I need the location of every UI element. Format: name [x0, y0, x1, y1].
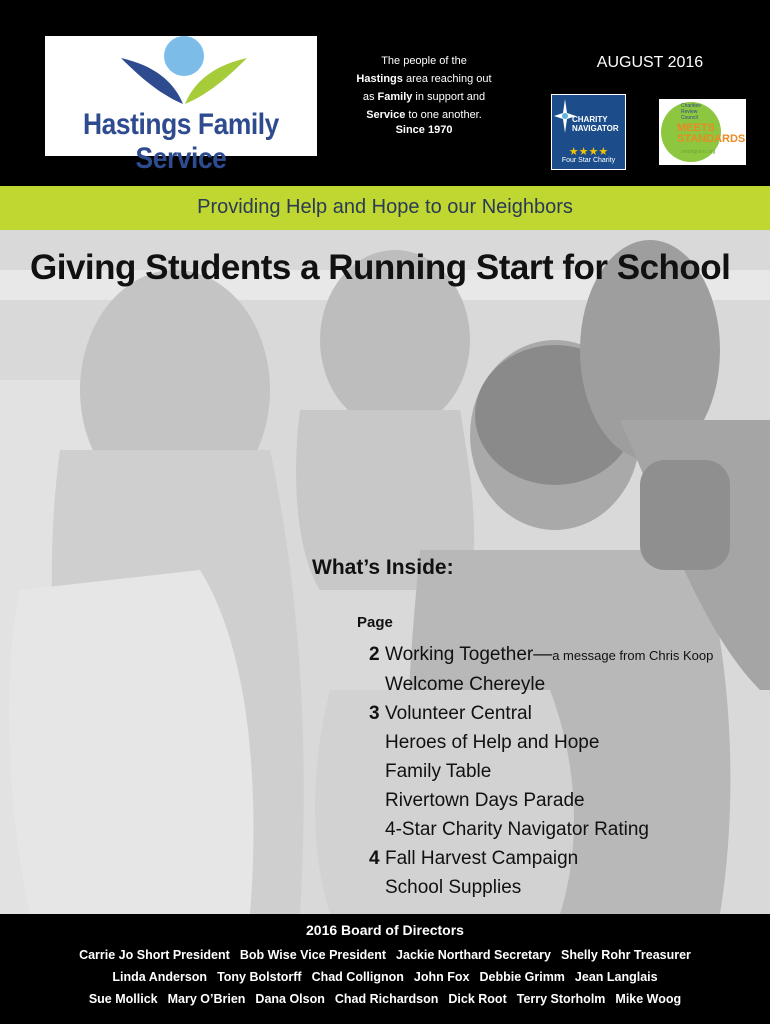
logo[interactable] — [45, 36, 317, 175]
page-label: Page — [357, 614, 393, 631]
since-label: Since 1970 — [395, 124, 453, 136]
toc-item[interactable]: 2 Working Together—a message from Chris Koop — [369, 644, 714, 665]
board-row — [0, 992, 770, 1006]
director-name: Sue Mollick — [88, 992, 158, 1006]
tagline-line: The people of the — [381, 55, 467, 67]
director-name: Jackie Northard Secretary — [396, 948, 551, 962]
director-name: Mary O’Brien — [167, 992, 246, 1006]
charity-navigator-label: Four Star Charity — [561, 157, 616, 164]
director-name: Carrie Jo Short President — [79, 948, 230, 962]
meets-standards-text: MEETS STANDARDS — [677, 122, 746, 145]
director-name: John Fox — [413, 970, 470, 984]
toc-item[interactable]: Welcome Chereyle — [385, 674, 546, 695]
issue-date: AUGUST 2016 — [596, 54, 704, 71]
toc-item[interactable]: Family Table — [385, 761, 492, 782]
director-name: Debbie Grimm — [479, 970, 565, 984]
meets-standards-badge[interactable] — [659, 99, 746, 165]
director-name: Jean Langlais — [574, 970, 658, 984]
board-of-directors — [0, 914, 770, 1024]
director-name: Chad Richardson — [334, 992, 439, 1006]
charities-review-council: Charities Review Council — [681, 103, 701, 121]
toc-item[interactable]: 3 Volunteer Central — [369, 703, 532, 724]
toc-item[interactable]: Heroes of Help and Hope — [385, 732, 600, 753]
director-name: Linda Anderson — [112, 970, 208, 984]
charity-navigator-badge[interactable] — [551, 94, 626, 170]
director-name: Terry Storholm — [516, 992, 606, 1006]
tagline-line: as Family in support and — [362, 91, 486, 103]
logo-text: Hastings Family Service — [83, 108, 279, 175]
toc-item[interactable]: Rivertown Days Parade — [385, 790, 585, 811]
director-name: Shelly Rohr Treasurer — [561, 948, 691, 962]
board-row — [0, 948, 770, 962]
tagline-banner — [0, 186, 770, 230]
banner-text: Providing Help and Hope to our Neighbors — [197, 196, 573, 218]
star-rating: ★★★★ — [568, 146, 609, 158]
director-name: Mike Woog — [615, 992, 682, 1006]
tagline-line: Service to one another. — [366, 109, 482, 121]
director-name: Dick Root — [448, 992, 507, 1006]
toc-item[interactable]: 4-Star Charity Navigator Rating — [385, 819, 649, 840]
tagline-line: Hastings area reaching out — [356, 73, 492, 85]
charity-navigator-name: CHARITY NAVIGATOR — [572, 115, 619, 133]
board-title: 2016 Board of Directors — [306, 922, 464, 938]
director-name: Dana Olson — [255, 992, 325, 1006]
feature-title: Giving Students a Running Start for School — [30, 248, 731, 287]
toc-item[interactable]: 4 Fall Harvest Campaign — [369, 848, 579, 869]
tagline — [344, 52, 504, 124]
header — [0, 0, 770, 186]
board-row — [0, 970, 770, 984]
family-figure-icon — [119, 36, 249, 108]
director-name: Chad Collignon — [311, 970, 404, 984]
table-of-contents — [369, 640, 713, 902]
director-name: Tony Bolstorff — [217, 970, 302, 984]
whats-inside-heading: What’s Inside: — [312, 556, 454, 579]
toc-item[interactable]: School Supplies — [385, 877, 522, 898]
badge-url: smartgivers.org — [681, 149, 716, 155]
director-name: Bob Wise Vice President — [239, 948, 387, 962]
